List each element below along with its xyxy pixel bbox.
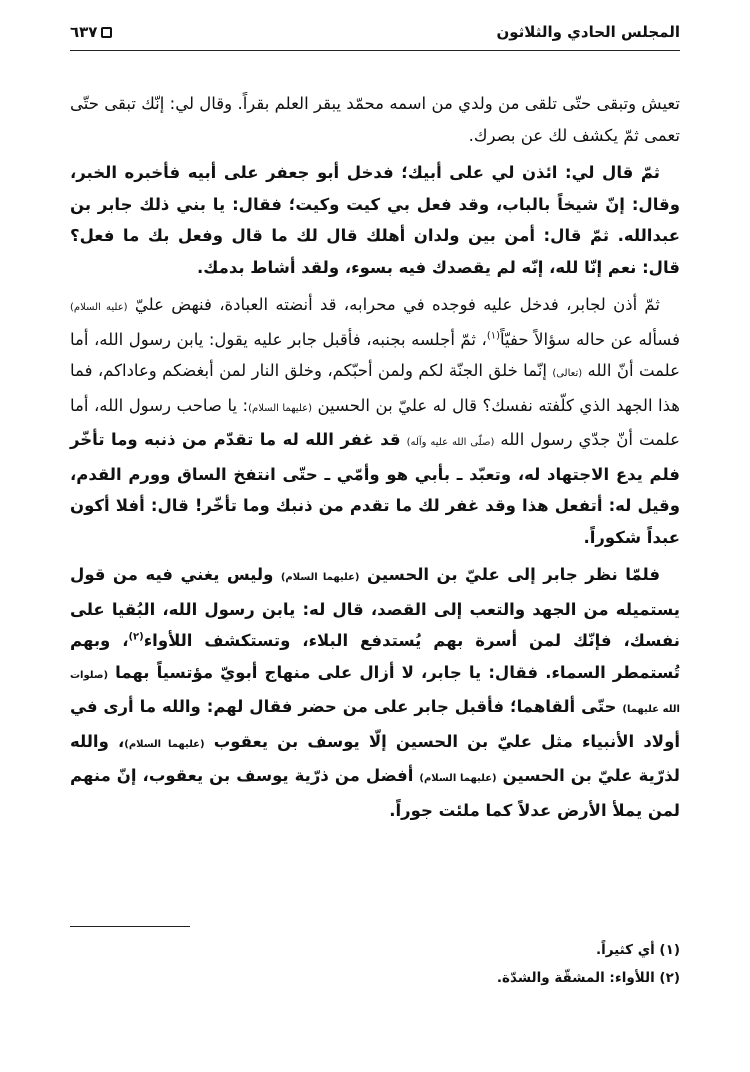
paragraph-4-text-6: أفضل من ذرّية يوسف بن يعقوب، إنّ منهم لمن يملأ الأرض عدلاً كما ملئت جوراً. [70, 766, 680, 820]
paragraph-4-text-1: فلمّا نظر جابر إلى عليّ بن الحسين [366, 565, 660, 584]
honorific: (عليه السلام) [70, 302, 128, 313]
footnote-1: (١) أي كثيراً. [595, 942, 680, 958]
honorific: (عليهما السلام) [248, 402, 312, 414]
paragraph-3-text-3: ، ثمّ أجلسه بجنبه، فأقبل جابر عليه يقول: يابن رسول الله، أما علمت أنّ الله [70, 329, 680, 380]
paragraph-2 [70, 157, 680, 283]
header-divider [70, 50, 680, 51]
paragraph-2-text: ثمّ قال لي: ائذن لي على أبيك؛ فدخل أبو جعفر على أبيه فأخبره الخبر، وقال: إنّ شيخاً بالباب، وقد فعل بي كيت وكيت؛ فقال: يا بني ذلك جابر بن عبدالله. ثمّ قال: أمن بين ولدان أهلك قال لك ما قال وفعل بك ما فعل؟ قال: نعم إنّا لله، إنّه لم يقصدك فيه بسوء، ولقد أشاط بدمك. [70, 163, 680, 277]
honorific: (صلوات الله عليهما) [70, 669, 680, 715]
paragraph-3-text-6: قد غفر الله له ما تقدّم من ذنبه وما تأخّر فلم يدع الاجتهاد له، وتعبّد ـ بأبي هو وأمّي ـ حتّى انتفخ الساق وورم القدم، وقيل له: أتفعل هذا وقد غفر لك ما تقدم من ذنبك وما تأخّر! قال: أفلا أكون عبداً شكوراً. [70, 430, 680, 547]
main-text [70, 88, 680, 832]
paragraph-3-text-4: إنّما خلق الجنّة لكم ولمن أحبّكم، وخلق النار لمن أبغضكم وعاداكم، فما هذا الجهد الذي كلّفته نفسك؟ قال له عليّ بن الحسين [70, 361, 680, 415]
honorific: (تعالى) [552, 368, 583, 379]
honorific: (عليهما السلام) [124, 738, 205, 750]
paragraph-4 [70, 559, 680, 826]
paragraph-3 [70, 289, 680, 553]
paragraph-3-text-5: : يا صاحب رسول الله، أما علمت أنّ جدّي رسول الله [70, 395, 681, 449]
paragraph-3-text-1: ثمّ أذن لجابر، فدخل عليه فوجده في محرابه، قد أنضته العبادة، فنهض عليّ [134, 295, 661, 314]
page-header [70, 20, 680, 44]
paragraph-4-text-3: ، وبهم تُستمطر السماء. فقال: يا جابر، لا أزال على منهاج أبويّ مؤتسياً بهما [70, 631, 681, 682]
honorific: (عليهما السلام) [280, 572, 360, 583]
page-number-value: ٦٣٧ [70, 23, 98, 41]
honorific: (عليهما السلام) [419, 773, 497, 784]
paragraph-4-text-2: وليس يغني فيه من قول يستميله من الجهد والتعب إلى القصد، قال له: يابن رسول الله، البُقيا على نفسك، فإنّك لمن أسرة بهم يُستدفع البلاء، وتستكشف اللأواء [70, 565, 680, 650]
honorific: (صلّى الله عليه وآله) [406, 437, 495, 448]
running-head: المجلس الحادي والثلاثون [496, 23, 680, 41]
paragraph-3-text-2: فسأله عن حاله سؤالاً حفيّاً [500, 329, 680, 349]
footnote-ref-2: (٢) [128, 631, 144, 643]
footnote-divider [70, 926, 190, 927]
footnote-ref-1: (١) [486, 330, 501, 341]
footnote-2: (٢) اللأواء: المشقّة والشدّة. [496, 970, 680, 986]
paragraph-4-text-4: حتّى ألقاهما؛ فأقبل جابر على من حضر فقال لهم: والله ما أرى في أولاد الأنبياء مثل عليّ بن الحسين إلّا يوسف بن يعقوب [70, 697, 680, 751]
page [70, 0, 680, 1072]
page-number [70, 23, 112, 41]
square-icon [101, 27, 112, 38]
paragraph-1-text: تعيش وتبقى حتّى تلقى من ولدي من اسمه محمّد يبقر العلم بقراً. وقال لي: إنّك تبقى حتّى تعمى ثمّ يكشف لك عن بصرك. [70, 94, 680, 145]
footnotes [70, 936, 680, 992]
paragraph-4-text-5: ، والله لذرّية عليّ بن الحسين [70, 731, 680, 785]
paragraph-1 [70, 88, 680, 151]
